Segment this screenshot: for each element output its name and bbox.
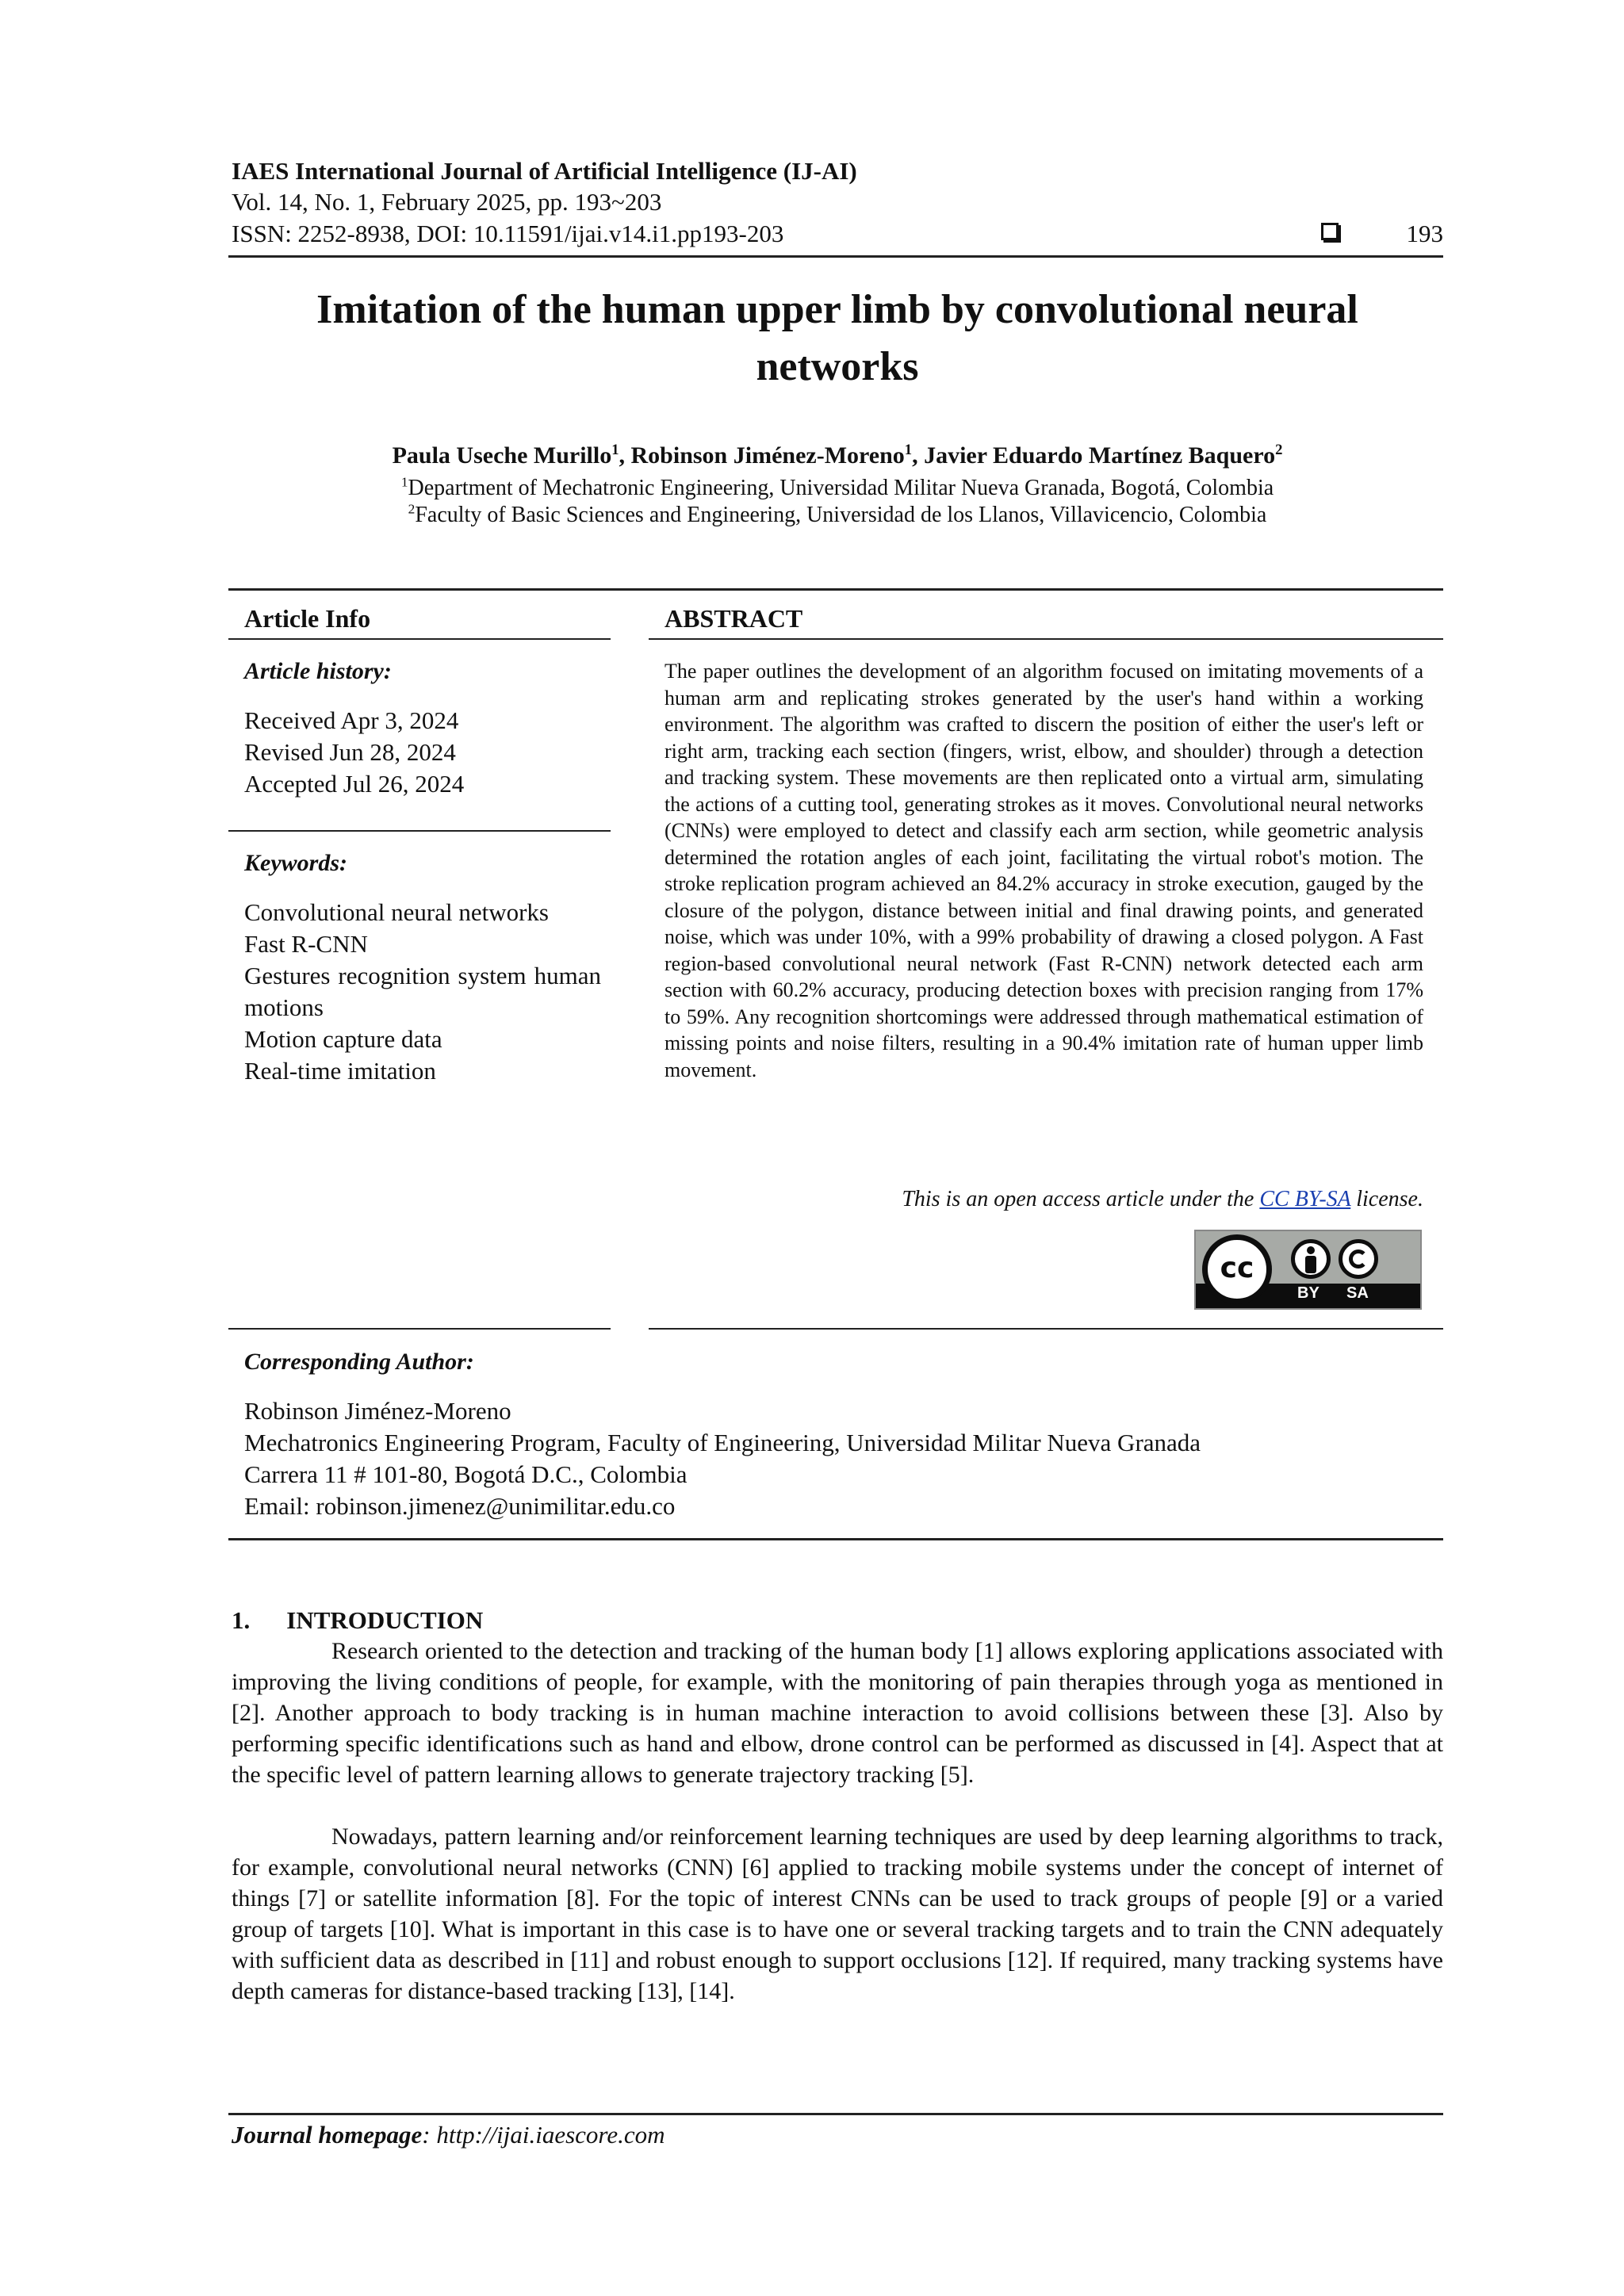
abstract-heading: ABSTRACT	[665, 604, 803, 633]
header-rule	[228, 255, 1443, 258]
footer-homepage: Journal homepage: http://ijai.iaescore.com	[232, 2121, 665, 2149]
history-item: Revised Jun 28, 2024	[244, 738, 456, 766]
section-rule	[228, 588, 1443, 591]
keywords-rule	[228, 830, 611, 832]
corresponding-dept: Mechatronics Engineering Program, Faculty of Engineering, Universidad Militar Nueva Granada	[244, 1429, 1201, 1456]
cc-icon: cc	[1202, 1234, 1272, 1304]
issn-line: ISSN: 2252-8938, DOI: 10.11591/ijai.v14.i1.pp193-203	[232, 220, 784, 247]
keywords-heading: Keywords:	[244, 850, 347, 876]
volume-line: Vol. 14, No. 1, February 2025, pp. 193~203	[232, 188, 662, 216]
affiliation: $^1$Department of Mechatronic Engineering, Universidad Militar Nueva Granada, Bogotá, Colombia	[400, 474, 1274, 500]
article-info-heading: Article Info	[244, 604, 371, 633]
keyword: Motion capture data	[244, 1025, 442, 1053]
history-item: Accepted Jul 26, 2024	[244, 770, 465, 798]
author-name: Paula Useche Murillo	[392, 442, 612, 469]
abstract-text: The paper outlines the development of an algorithm focused on imitating movements of a human arm and replicating strokes generated by the user's hand within a working environment. The algorithm was crafted to discern the position of either the user's left or right arm, tracking each section (fingers, wrist, elbow, and shoulder) through a detection and tracking system. These movements are then replicated onto a virtual arm, simulating the actions of a cutting tool, generating strokes as it moves. Convolutional neural networks (CNNs) were employed to detect and classify each arm section, while geometric analysis determined the rotation angles of each joint, facilitating the virtual robot's motion. The stroke replication program achieved an 84.2% accuracy in stroke execution, gauged by the closure of the polygon, distance between initial and final drawing points, and generated noise, which was under 10%, with a 99% probability of drawing a closed polygon. A Fast region-based convolutional neural network (Fast R-CNN) network detected each arm section with 60.2% accuracy, producing detection boxes with precision ranging from 17% to 59%. Any recognition shortcomings were addressed through mathematical estimation of missing points and noise filters, resulting in a 90.4% imitation rate of human upper limb movement.	[665, 660, 1423, 1081]
corresponding-address: Carrera 11 # 101-80, Bogotá D.C., Colombia	[244, 1460, 688, 1488]
corresponding-heading: Corresponding Author:	[244, 1349, 474, 1375]
author-affil-mark: 1	[904, 442, 913, 458]
keyword: Gestures recognition system human motions	[244, 962, 601, 1021]
by-person-icon	[1291, 1239, 1331, 1279]
history-heading: Article history:	[244, 658, 392, 684]
footer-url[interactable]: : http://ijai.iaescore.com	[422, 2121, 665, 2149]
keyword: Fast R-CNN	[244, 930, 368, 958]
journal-name: IAES International Journal of Artificial Intelligence (IJ-AI)	[232, 157, 857, 185]
license-link[interactable]: CC BY-SA	[1259, 1187, 1351, 1211]
author-list: Paula Useche Murillo$^1$, Robinson Jiménez-Moreno$^1$, Javier Eduardo Martínez Baquero$^2$	[392, 442, 1283, 469]
affiliation: $^2$Faculty of Basic Sciences and Engineering, Universidad de los Llanos, Villavicencio, Colombia	[408, 501, 1267, 527]
history-item: Received Apr 3, 2024	[244, 706, 459, 734]
author-name: Robinson Jiménez-Moreno	[630, 442, 905, 469]
corresponding-email: Email: robinson.jimenez@unimilitar.edu.co	[244, 1492, 676, 1520]
badge-sa-label: SA	[1346, 1284, 1369, 1302]
checkbox-icon	[1321, 223, 1339, 240]
page-number: 193	[1406, 220, 1443, 247]
corresponding-name: Robinson Jiménez-Moreno	[244, 1397, 511, 1425]
author-name: Javier Eduardo Martínez Baquero	[924, 442, 1276, 469]
abstract-rule	[649, 638, 1443, 640]
paper-title: Imitation of the human upper limb by convolutional neural networks	[316, 287, 1358, 389]
corresponding-rule	[228, 1538, 1443, 1540]
abstract-bottom-rule	[649, 1328, 1443, 1330]
article-info-bottom-rule	[228, 1328, 611, 1330]
intro-heading: 1. INTRODUCTION	[232, 1606, 484, 1634]
license-line: This is an open access article under the CC BY-SA license.	[902, 1187, 1423, 1211]
intro-paragraph: Nowadays, pattern learning and/or reinforcement learning techniques are used by deep learning algorithms to track, for example, convolutional neural networks (CNN) [6] applied to tracking mobile systems under the concept of internet of things [7] or satellite information [8]. For the topic of interest CNNs can be used to track groups of people [9] or a varied group of targets [10]. What is important in this case is to have one or several tracking targets and to train the CNN adequately with sufficient data as described in [11] and robust enough to support occlusions [12]. If required, many tracking systems have depth cameras for distance-based tracking [13], [14].	[232, 1823, 1443, 2004]
author-affil-mark: 1	[611, 442, 619, 458]
intro-paragraph: Research oriented to the detection and tracking of the human body [1] allows exploring applications associated with improving the living conditions of people, for example, with the monitoring of pain therapies through yoga as mentioned in [2]. Another approach to body tracking is in human machine interaction to avoid collisions between these [3]. Also by performing specific identifications such as hand and elbow, drone control can be performed as discussed in [4]. Aspect that at the specific level of pattern learning allows to generate trajectory tracking [5].	[232, 1638, 1443, 1788]
article-info-rule	[228, 638, 611, 640]
author-affil-mark: 2	[1275, 442, 1283, 458]
keyword: Real-time imitation	[244, 1057, 436, 1085]
badge-by-label: BY	[1297, 1284, 1320, 1302]
keyword: Convolutional neural networks	[244, 898, 549, 926]
cc-by-sa-badge[interactable]	[1194, 1230, 1422, 1310]
share-alike-icon	[1339, 1239, 1378, 1279]
footer-rule	[228, 2113, 1443, 2115]
